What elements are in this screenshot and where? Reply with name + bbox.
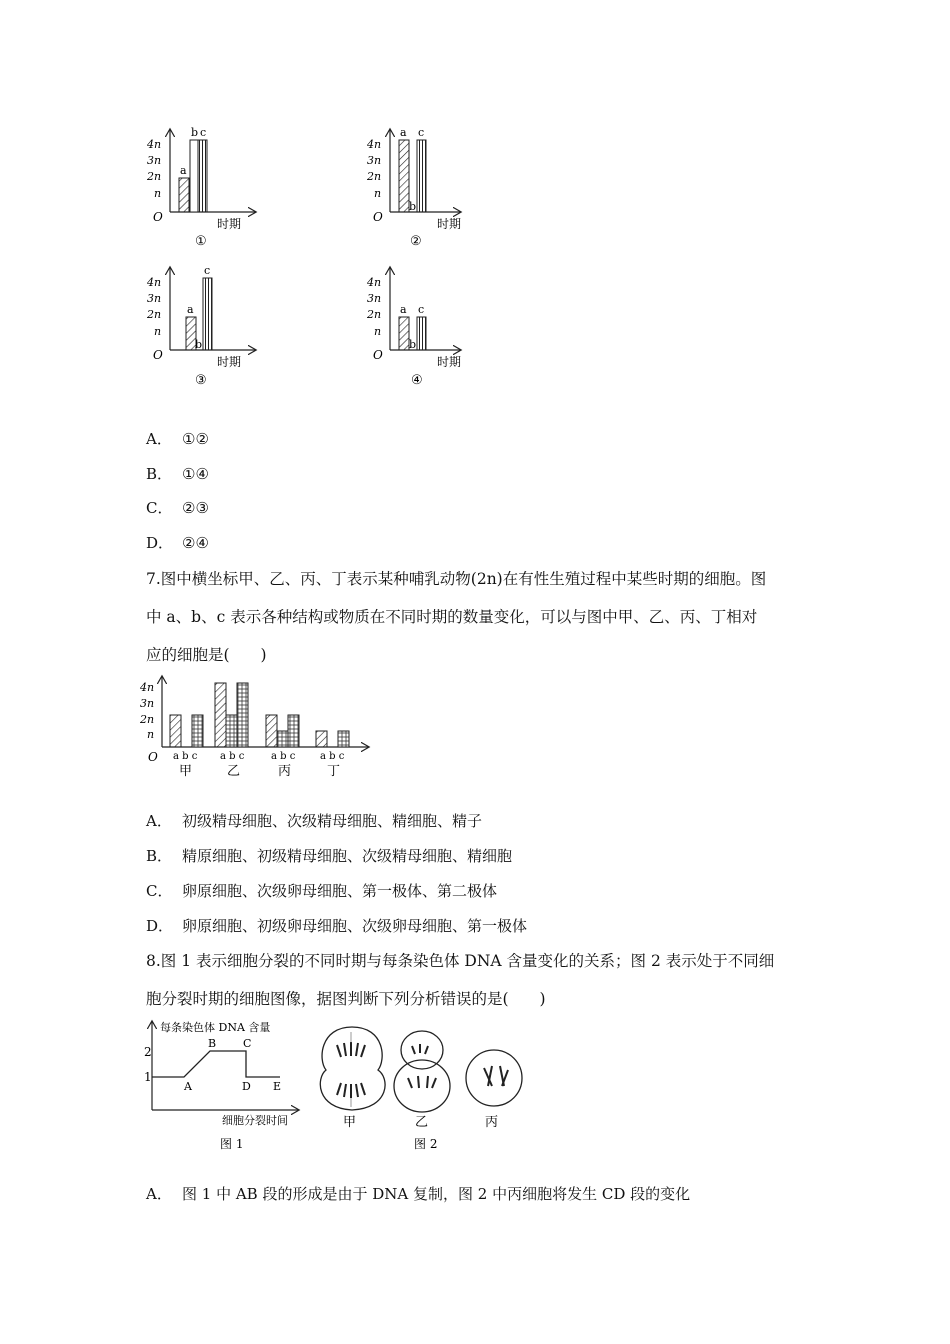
ytick-2n: 2n xyxy=(140,713,155,726)
q6-option-b[interactable] xyxy=(146,463,209,484)
q8-option-a[interactable] xyxy=(146,1183,690,1204)
label-a: a xyxy=(400,126,407,139)
label-b: b xyxy=(409,338,417,351)
origin: O xyxy=(373,348,383,362)
option-letter: B． xyxy=(146,847,173,865)
q7-stem xyxy=(146,560,806,674)
ytick-2: 2 xyxy=(144,1045,152,1059)
ytick-4n: 4n xyxy=(147,138,162,151)
ytick-4n: 4n xyxy=(147,276,162,289)
q8-fig1 xyxy=(144,1020,298,1151)
bar-c xyxy=(198,140,207,212)
origin: O xyxy=(373,210,383,224)
label-c: c xyxy=(200,126,207,139)
q8-stem-line: 8.图 1 表示细胞分裂的不同时期与每条染色体 DNA 含量变化的关系；图 2 表示处于不同细 xyxy=(146,952,775,970)
label-a: a xyxy=(400,303,407,316)
ytick-n: n xyxy=(154,325,162,338)
label-a: a xyxy=(187,303,194,316)
ytick-n: n xyxy=(154,187,162,200)
cell-jia xyxy=(320,1027,385,1130)
group-abc: a b c xyxy=(220,751,245,762)
ytick-3n: 3n xyxy=(367,154,382,167)
bar-乙-c xyxy=(237,683,248,747)
bar-b xyxy=(190,140,198,212)
q7-stem-line: 应的细胞是( ) xyxy=(146,646,267,664)
caption: 图 2 xyxy=(414,1137,438,1151)
point-E: E xyxy=(273,1080,282,1093)
point-B: B xyxy=(208,1037,217,1050)
option-letter: D． xyxy=(146,917,174,935)
option-letter: C． xyxy=(146,882,173,900)
bar-甲-a xyxy=(170,715,181,747)
xlabel: 时期 xyxy=(437,217,462,231)
group-name: 甲 xyxy=(179,764,193,779)
cell-label: 甲 xyxy=(343,1115,357,1130)
ylabel: 每条染色体 DNA 含量 xyxy=(160,1021,271,1034)
option-text: ②④ xyxy=(182,534,209,552)
origin: O xyxy=(153,210,163,224)
ytick-n: n xyxy=(374,325,382,338)
option-letter: A． xyxy=(146,430,172,448)
bar-丙-c xyxy=(288,715,299,747)
option-text: 卵原细胞、初级卵母细胞、次级卵母细胞、第一极体 xyxy=(182,917,528,935)
option-text: 精原细胞、初级精母细胞、次级精母细胞、精细胞 xyxy=(182,847,513,865)
option-text: 卵原细胞、次级卵母细胞、第一极体、第二极体 xyxy=(182,882,498,900)
ytick-1: 1 xyxy=(144,1070,152,1084)
xlabel: 时期 xyxy=(217,355,242,369)
q6-chart-2 xyxy=(366,126,461,249)
ytick-3n: 3n xyxy=(140,697,155,710)
option-text: 图 1 中 AB 段的形成是由于 DNA 复制，图 2 中丙细胞将发生 CD 段的变化 xyxy=(182,1185,691,1203)
option-text: ①② xyxy=(182,430,209,448)
q6-chart-3 xyxy=(146,264,255,388)
bar-丁-a xyxy=(316,731,327,747)
chart-tag: ③ xyxy=(195,373,207,388)
label-b: b xyxy=(191,126,199,139)
ytick-2n: 2n xyxy=(147,170,162,183)
q6-option-c[interactable] xyxy=(146,497,209,518)
origin: O xyxy=(148,750,158,764)
xlabel: 细胞分裂时间 xyxy=(222,1114,288,1127)
cell-label: 乙 xyxy=(415,1115,429,1130)
point-C: C xyxy=(243,1037,252,1050)
ytick-3n: 3n xyxy=(147,154,162,167)
q8-fig2 xyxy=(320,1027,522,1151)
q7-option-a[interactable] xyxy=(146,810,482,831)
group-abc: a b c xyxy=(320,751,345,762)
group-abc: a b c xyxy=(271,751,296,762)
cell-yi xyxy=(394,1031,450,1130)
point-D: D xyxy=(242,1080,251,1093)
cell-label: 丙 xyxy=(485,1115,499,1130)
bar-丙-a xyxy=(266,715,277,747)
q7-option-b[interactable] xyxy=(146,845,512,866)
label-b: b xyxy=(409,200,417,213)
bar-a xyxy=(399,317,409,350)
option-letter: D． xyxy=(146,534,174,552)
label-c: c xyxy=(418,126,425,139)
ytick-2n: 2n xyxy=(147,308,162,321)
option-letter: B． xyxy=(146,465,173,483)
bar-乙-b xyxy=(226,715,237,747)
bar-c xyxy=(417,317,426,350)
chart-tag: ② xyxy=(410,234,422,249)
label-a: a xyxy=(180,164,187,177)
q7-stem-line: 中 a、b、c 表示各种结构或物质在不同时期的数量变化，可以与图中甲、乙、丙、丁相对 xyxy=(146,608,758,626)
q8-stem xyxy=(146,942,806,1018)
dna-content-line xyxy=(152,1051,280,1077)
q6-option-a[interactable] xyxy=(146,428,209,449)
bar-a xyxy=(179,178,189,212)
q6-chart-4 xyxy=(366,268,461,388)
q8-stem-line: 胞分裂时期的细胞图像，据图判断下列分析错误的是( ) xyxy=(146,990,546,1008)
caption: 图 1 xyxy=(220,1137,244,1151)
q7-option-d[interactable] xyxy=(146,915,527,936)
point-A: A xyxy=(184,1080,192,1093)
option-letter: C． xyxy=(146,499,173,517)
option-letter: A． xyxy=(146,812,172,830)
ytick-2n: 2n xyxy=(367,170,382,183)
option-letter: A． xyxy=(146,1185,172,1203)
ytick-4n: 4n xyxy=(367,276,382,289)
bar-甲-c xyxy=(192,715,203,747)
cell-bing xyxy=(466,1050,522,1130)
ytick-n: n xyxy=(147,728,155,741)
bar-乙-a xyxy=(215,683,226,747)
q6-option-d[interactable] xyxy=(146,532,209,553)
group-name: 丙 xyxy=(278,764,292,779)
bar-丙-b xyxy=(277,731,288,747)
option-text: 初级精母细胞、次级精母细胞、精细胞、精子 xyxy=(182,812,483,830)
ytick-4n: 4n xyxy=(140,681,155,694)
chart-tag: ① xyxy=(195,234,207,249)
label-b: b xyxy=(195,338,203,351)
ytick-n: n xyxy=(374,187,382,200)
q7-bars xyxy=(170,683,349,747)
option-text: ②③ xyxy=(182,499,209,517)
xlabel: 时期 xyxy=(437,355,462,369)
q7-chart xyxy=(139,677,368,779)
option-text: ①④ xyxy=(182,465,209,483)
group-abc: a b c xyxy=(173,751,198,762)
origin: O xyxy=(153,348,163,362)
chart-tag: ④ xyxy=(411,373,423,388)
bar-c xyxy=(203,278,212,350)
ytick-3n: 3n xyxy=(147,292,162,305)
q7-stem-line: 7.图中横坐标甲、乙、丙、丁表示某种哺乳动物(2n)在有性生殖过程中某些时期的细胞。图 xyxy=(146,570,767,588)
xlabel: 时期 xyxy=(217,217,242,231)
label-c: c xyxy=(418,303,425,316)
label-c: c xyxy=(204,264,211,277)
group-name: 乙 xyxy=(227,764,241,779)
bar-a xyxy=(399,140,409,212)
q7-option-c[interactable] xyxy=(146,880,497,901)
ytick-4n: 4n xyxy=(367,138,382,151)
q6-chart-1 xyxy=(146,126,255,249)
group-name: 丁 xyxy=(327,764,341,779)
bar-c xyxy=(417,140,426,212)
ytick-3n: 3n xyxy=(367,292,382,305)
bar-丁-c xyxy=(338,731,349,747)
ytick-2n: 2n xyxy=(367,308,382,321)
